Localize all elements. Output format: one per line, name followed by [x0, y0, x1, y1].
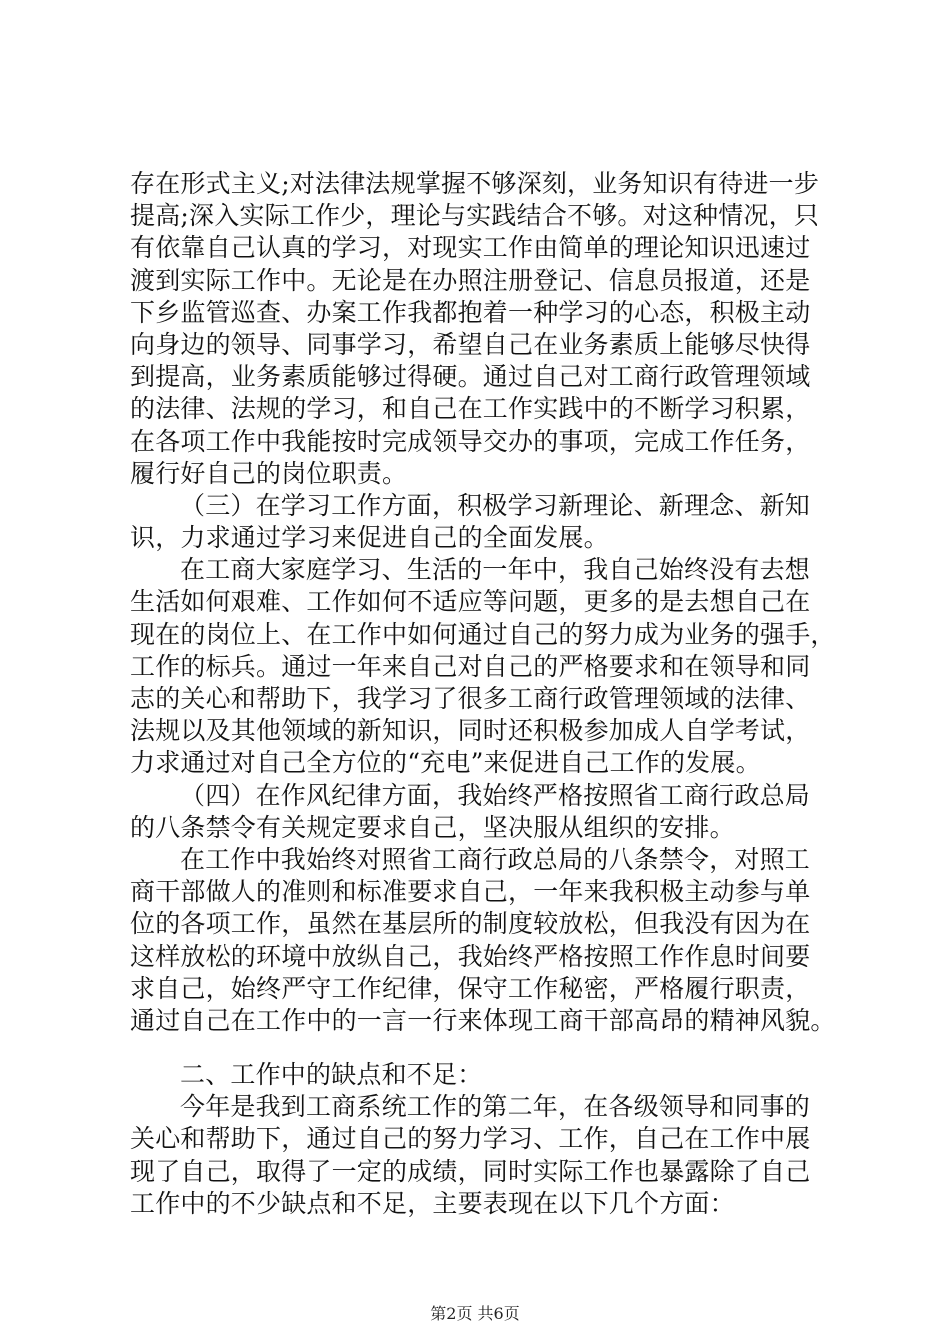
body-line: 工作中的不少缺点和不足，主要表现在以下几个方面：	[130, 1188, 735, 1218]
body-line: 到提高，业务素质能够过得硬。通过自己对工商行政管理领域	[130, 362, 811, 392]
body-line: 渡到实际工作中。无论是在办照注册登记、信息员报道，还是	[130, 265, 811, 295]
body-line: 在各项工作中我能按时完成领导交办的事项，完成工作任务，	[130, 426, 811, 456]
body-line: 的八条禁令有关规定要求自己，坚决服从组织的安排。	[130, 812, 735, 842]
paragraph-gap	[130, 1037, 830, 1059]
body-line: 法规以及其他领域的新知识，同时还积极参加成人自学考试，	[130, 716, 811, 746]
body-line: 关心和帮助下，通过自己的努力学习、工作，自己在工作中展	[130, 1124, 811, 1154]
body-line: 识，力求通过学习来促进自己的全面发展。	[130, 523, 609, 553]
section-heading-3: （三）在学习工作方面，积极学习新理论、新理念、新知	[180, 490, 811, 520]
body-line: 存在形式主义;对法律法规掌握不够深刻，业务知识有待进一步	[130, 169, 820, 198]
body-line: 向身边的领导、同事学习，希望自己在业务素质上能够尽快得	[130, 329, 811, 359]
body-line: 这样放松的环境中放纵自己，我始终严格按照工作作息时间要	[130, 941, 811, 971]
body-line: 提高;深入实际工作少，理论与实践结合不够。对这种情况，只	[130, 201, 820, 231]
page-number-footer: 第2页 共6页	[430, 1304, 520, 1323]
body-line: 商干部做人的准则和标准要求自己，一年来我积极主动参与单	[130, 877, 811, 907]
paragraph-start: 在工商大家庭学习、生活的一年中，我自己始终没有去想	[180, 555, 811, 585]
paragraph-start: 今年是我到工商系统工作的第二年，在各级领导和同事的	[180, 1092, 811, 1122]
body-line: 求自己，始终严守工作纪律，保守工作秘密，严格履行职责，	[130, 973, 811, 1003]
body-line: 下乡监管巡查、办案工作我都抱着一种学习的心态，积极主动	[130, 297, 811, 327]
body-line: 的法律、法规的学习，和自己在工作实践中的不断学习积累，	[130, 394, 811, 424]
body-line: 履行好自己的岗位职责。	[130, 458, 408, 488]
document-body	[130, 168, 836, 1220]
body-line: 现在的岗位上、在工作中如何通过自己的努力成为业务的强手，	[130, 619, 836, 649]
body-line: 通过自己在工作中的一言一行来体现工商干部高昂的精神风貌。	[130, 1005, 836, 1035]
body-line: 志的关心和帮助下，我学习了很多工商行政管理领域的法律、	[130, 684, 811, 713]
section-heading-2: 二、工作中的缺点和不足：	[180, 1060, 483, 1090]
body-line: 工作的标兵。通过一年来自己对自己的严格要求和在领导和同	[130, 651, 811, 681]
body-line: 有依靠自己认真的学习，对现实工作由简单的理论知识迅速过	[130, 233, 811, 263]
body-line: 生活如何艰难、工作如何不适应等问题，更多的是去想自己在	[130, 587, 811, 617]
body-line: 力求通过对自己全方位的“充电”来促进自己工作的发展。	[130, 748, 761, 778]
paragraph-start: 在工作中我始终对照省工商行政总局的八条禁令，对照工	[180, 844, 811, 874]
body-line: 现了自己，取得了一定的成绩，同时实际工作也暴露除了自己	[130, 1156, 811, 1186]
section-heading-4: （四）在作风纪律方面，我始终严格按照省工商行政总局	[180, 780, 811, 810]
body-line: 位的各项工作，虽然在基层所的制度较放松，但我没有因为在	[130, 909, 811, 939]
